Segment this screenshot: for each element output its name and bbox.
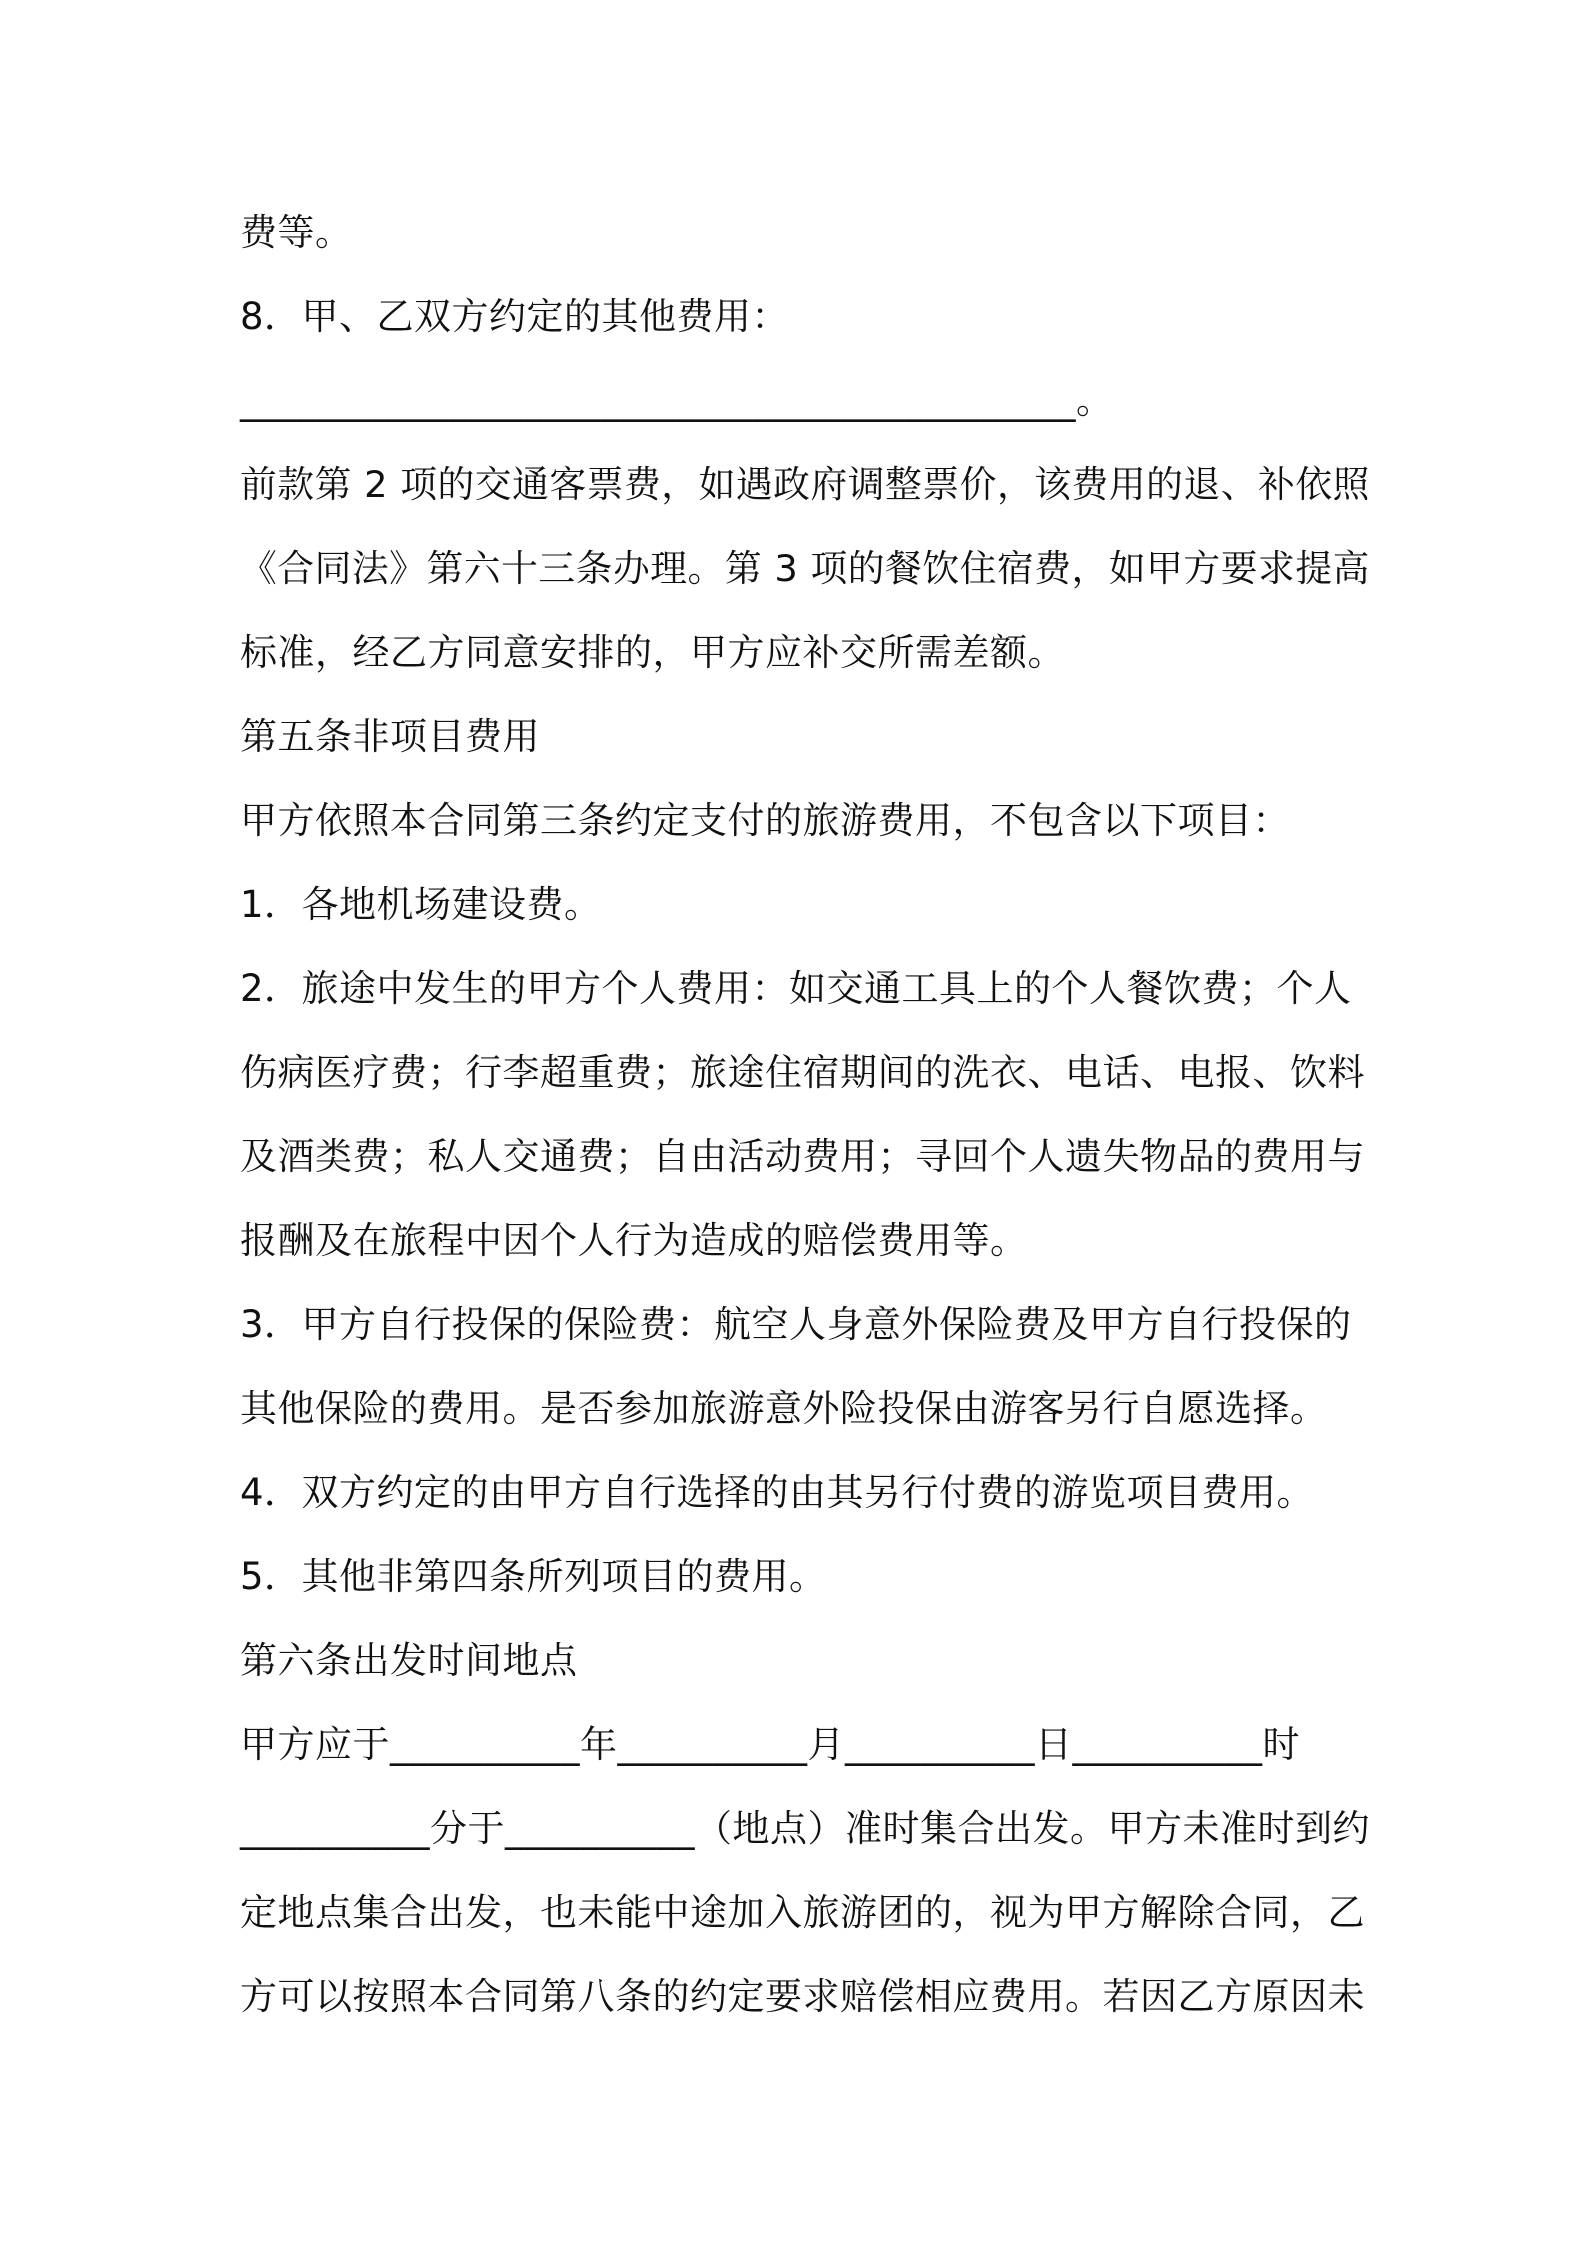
list-item: 3．甲方自行投保的保险费：航空人身意外保险费及甲方自行投保的 — [240, 1303, 1352, 1346]
text-line: 及酒类费；私人交通费；自由活动费用；寻回个人遗失物品的费用与 — [240, 1135, 1365, 1178]
blank-fill-line: ____________________________________________。 — [240, 379, 1114, 422]
text-line: 甲方依照本合同第三条约定支付的旅游费用，不包含以下项目： — [240, 799, 1290, 842]
text-line: 报酬及在旅程中因个人行为造成的赔偿费用等。 — [240, 1219, 1028, 1262]
contract-text-body — [240, 191, 1370, 2039]
section-heading: 第五条非项目费用 — [240, 715, 540, 758]
text-line: 其他保险的费用。是否参加旅游意外险投保由游客另行自愿选择。 — [240, 1387, 1328, 1430]
text-line: 方可以按照本合同第八条的约定要求赔偿相应费用。若因乙方原因未 — [240, 1975, 1365, 2018]
text-line: 标准，经乙方同意安排的，甲方应补交所需差额。 — [240, 631, 1065, 674]
section-heading: 第六条出发时间地点 — [240, 1639, 578, 1682]
text-line: 定地点集合出发，也未能中途加入旅游团的，视为甲方解除合同，乙 — [240, 1891, 1365, 1934]
list-item: 4．双方约定的由甲方自行选择的由其另行付费的游览项目费用。 — [240, 1471, 1315, 1514]
text-line: 伤病医疗费；行李超重费；旅途住宿期间的洗衣、电话、电报、饮料 — [240, 1051, 1365, 1094]
text-line: 费等。 — [240, 211, 353, 254]
list-item: 5．其他非第四条所列项目的费用。 — [240, 1555, 827, 1598]
list-item: 1．各地机场建设费。 — [240, 883, 602, 926]
text-line: 甲方应于__________年__________月__________日__________时 — [240, 1723, 1300, 1766]
text-line: 《合同法》第六十三条办理。第 3 项的餐饮住宿费，如甲方要求提高 — [240, 547, 1370, 590]
list-item: 2．旅途中发生的甲方个人费用：如交通工具上的个人餐饮费；个人 — [240, 967, 1352, 1010]
text-line: __________分于__________（地点）准时集合出发。甲方未准时到约 — [240, 1807, 1370, 1850]
text-line: 8．甲、乙双方约定的其他费用： — [240, 295, 790, 338]
text-line: 前款第 2 项的交通客票费，如遇政府调整票价，该费用的退、补依照 — [240, 463, 1370, 506]
